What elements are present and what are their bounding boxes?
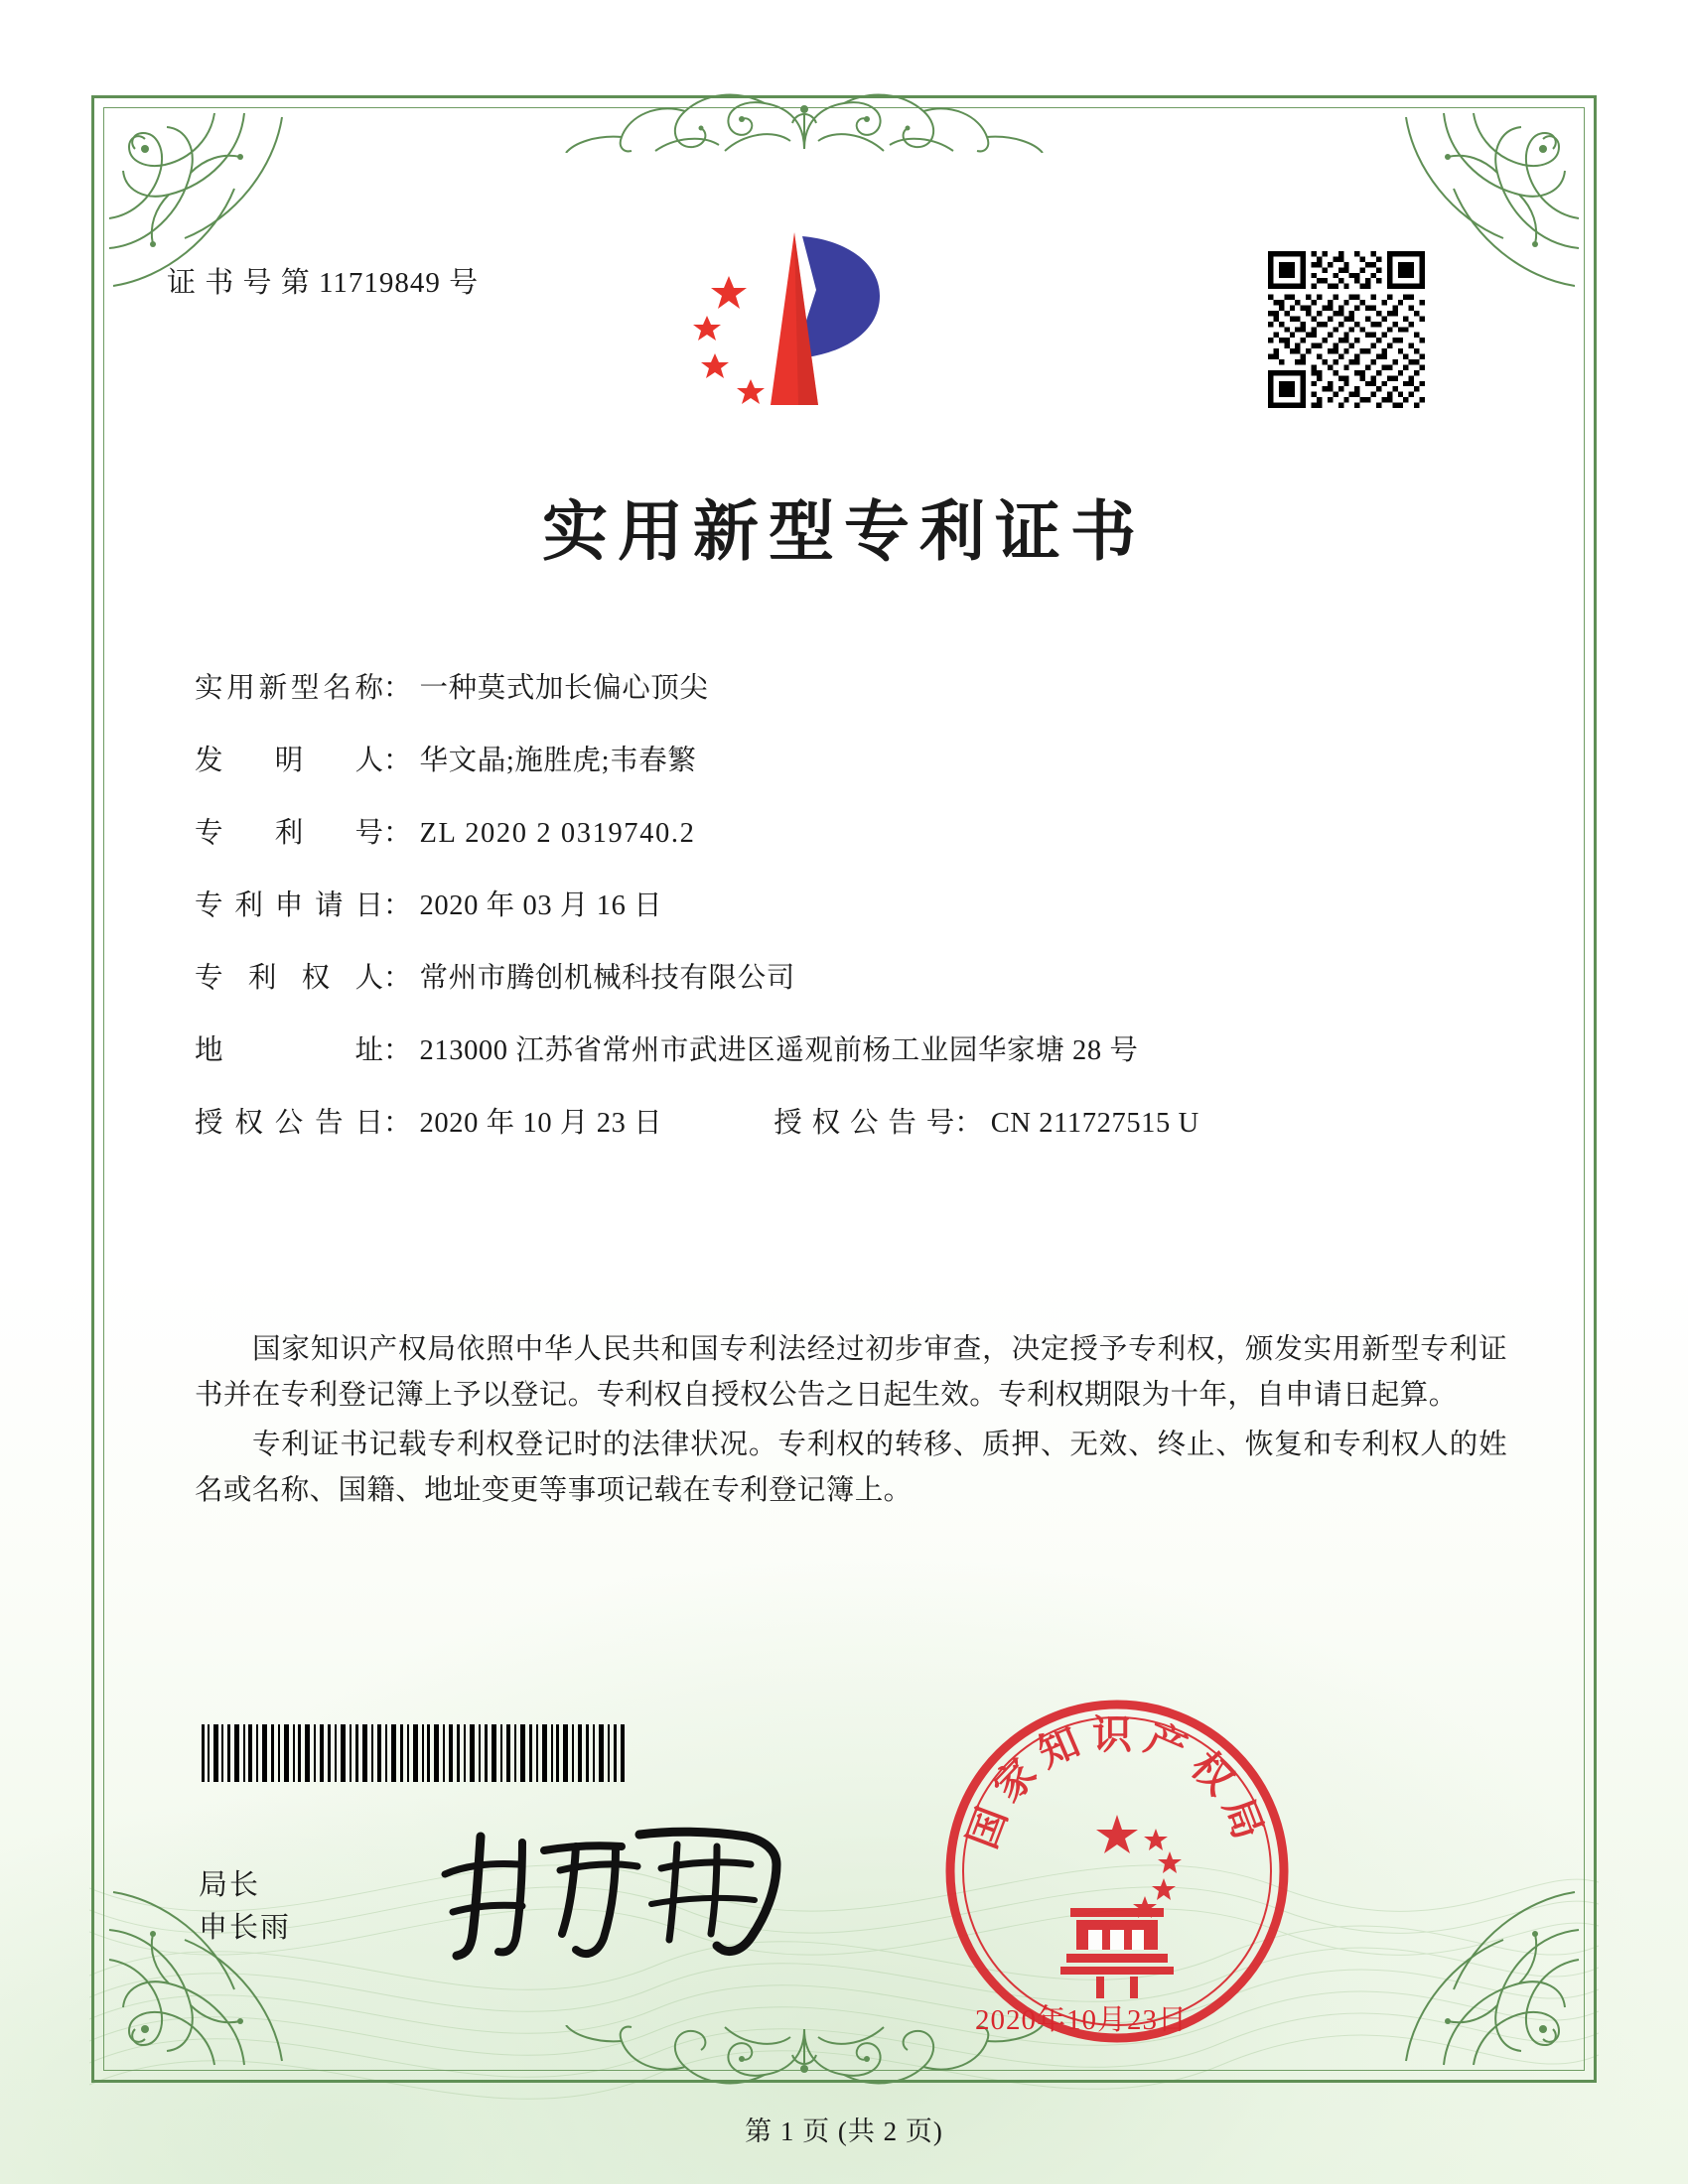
- field-row-application-date: [195, 892, 1505, 921]
- field-label-grant-date: 授权公告日: [195, 1108, 383, 1139]
- director-signature-block: [199, 1864, 291, 1950]
- field-value-application-date: 2020 年 03 月 16 日: [419, 890, 663, 921]
- field-colon: ：: [383, 673, 412, 704]
- field-value-patentee: 常州市腾创机械科技有限公司: [419, 963, 795, 994]
- field-colon: ：: [383, 818, 412, 849]
- handwritten-signature-icon: [427, 1817, 804, 1966]
- official-seal-icon: [943, 1698, 1291, 2045]
- field-colon: ：: [954, 1108, 983, 1139]
- field-label: 专利申请日: [195, 890, 383, 921]
- field-row-patentee: [195, 965, 1505, 994]
- barcode-icon: [202, 1724, 629, 1782]
- field-colon: ：: [383, 746, 412, 776]
- grant-number-group: [774, 1110, 1199, 1139]
- seal-circular-text: 国家知识产权局: [958, 1710, 1276, 1855]
- seal-date: 2020年10月23日: [975, 2004, 1189, 2036]
- field-colon: ：: [383, 963, 412, 994]
- field-label-grant-number: 授权公告号: [774, 1108, 955, 1139]
- field-label: 专利号: [195, 818, 383, 849]
- field-label: 发明人: [195, 746, 383, 776]
- field-colon: ：: [383, 890, 412, 921]
- field-value-grant-number: CN 211727515 U: [990, 1108, 1199, 1139]
- director-name: 申长雨: [199, 1911, 292, 1944]
- paragraph-2: 专利证书记载专利权登记时的法律状况。专利权的转移、质押、无效、终止、恢复和专利权人的姓名或名称、国籍、地址变更等事项记载在专利登记簿上。: [195, 1430, 1507, 1507]
- field-label: 地址: [195, 1035, 383, 1066]
- field-value-patent-number: ZL 2020 2 0319740.2: [419, 818, 696, 849]
- field-value-inventors: 华文晶;施胜虎;韦春繁: [419, 746, 697, 776]
- field-value-utility-model-name: 一种莫式加长偏心顶尖: [419, 673, 709, 704]
- field-label: 专利权人: [195, 963, 383, 994]
- field-colon: ：: [383, 1108, 412, 1139]
- legal-text-block: [195, 1327, 1507, 1519]
- field-colon: ：: [383, 1035, 412, 1066]
- qr-code-icon[interactable]: [1268, 251, 1425, 408]
- page-footer: 第 1 页 (共 2 页): [745, 2116, 943, 2146]
- field-row-address: [195, 1037, 1505, 1066]
- certificate-fields: [195, 675, 1505, 1182]
- certificate-number: 证 书 号 第 11719849 号: [167, 267, 480, 299]
- field-row-inventors: [195, 748, 1505, 776]
- director-title: 局长: [199, 1869, 261, 1901]
- field-row-utility-model-name: [195, 675, 1505, 704]
- page-title: 实用新型专利证书: [542, 492, 1146, 570]
- paragraph-1: 国家知识产权局依照中华人民共和国专利法经过初步审查，决定授予专利权，颁发实用新型专利证书并在专利登记簿上予以登记。专利权自授权公告之日起生效。专利权期限为十年，自申请日起算。: [195, 1334, 1507, 1412]
- field-value-address: 213000 江苏省常州市武进区遥观前杨工业园华家塘 28 号: [419, 1035, 1139, 1066]
- field-row-patent-number: [195, 820, 1505, 849]
- field-value-grant-date: 2020 年 10 月 23 日: [419, 1108, 663, 1139]
- field-row-grant-announcement: [195, 1110, 1505, 1139]
- cnipa-logo-icon: [667, 230, 915, 414]
- field-label: 实用新型名称: [195, 673, 383, 704]
